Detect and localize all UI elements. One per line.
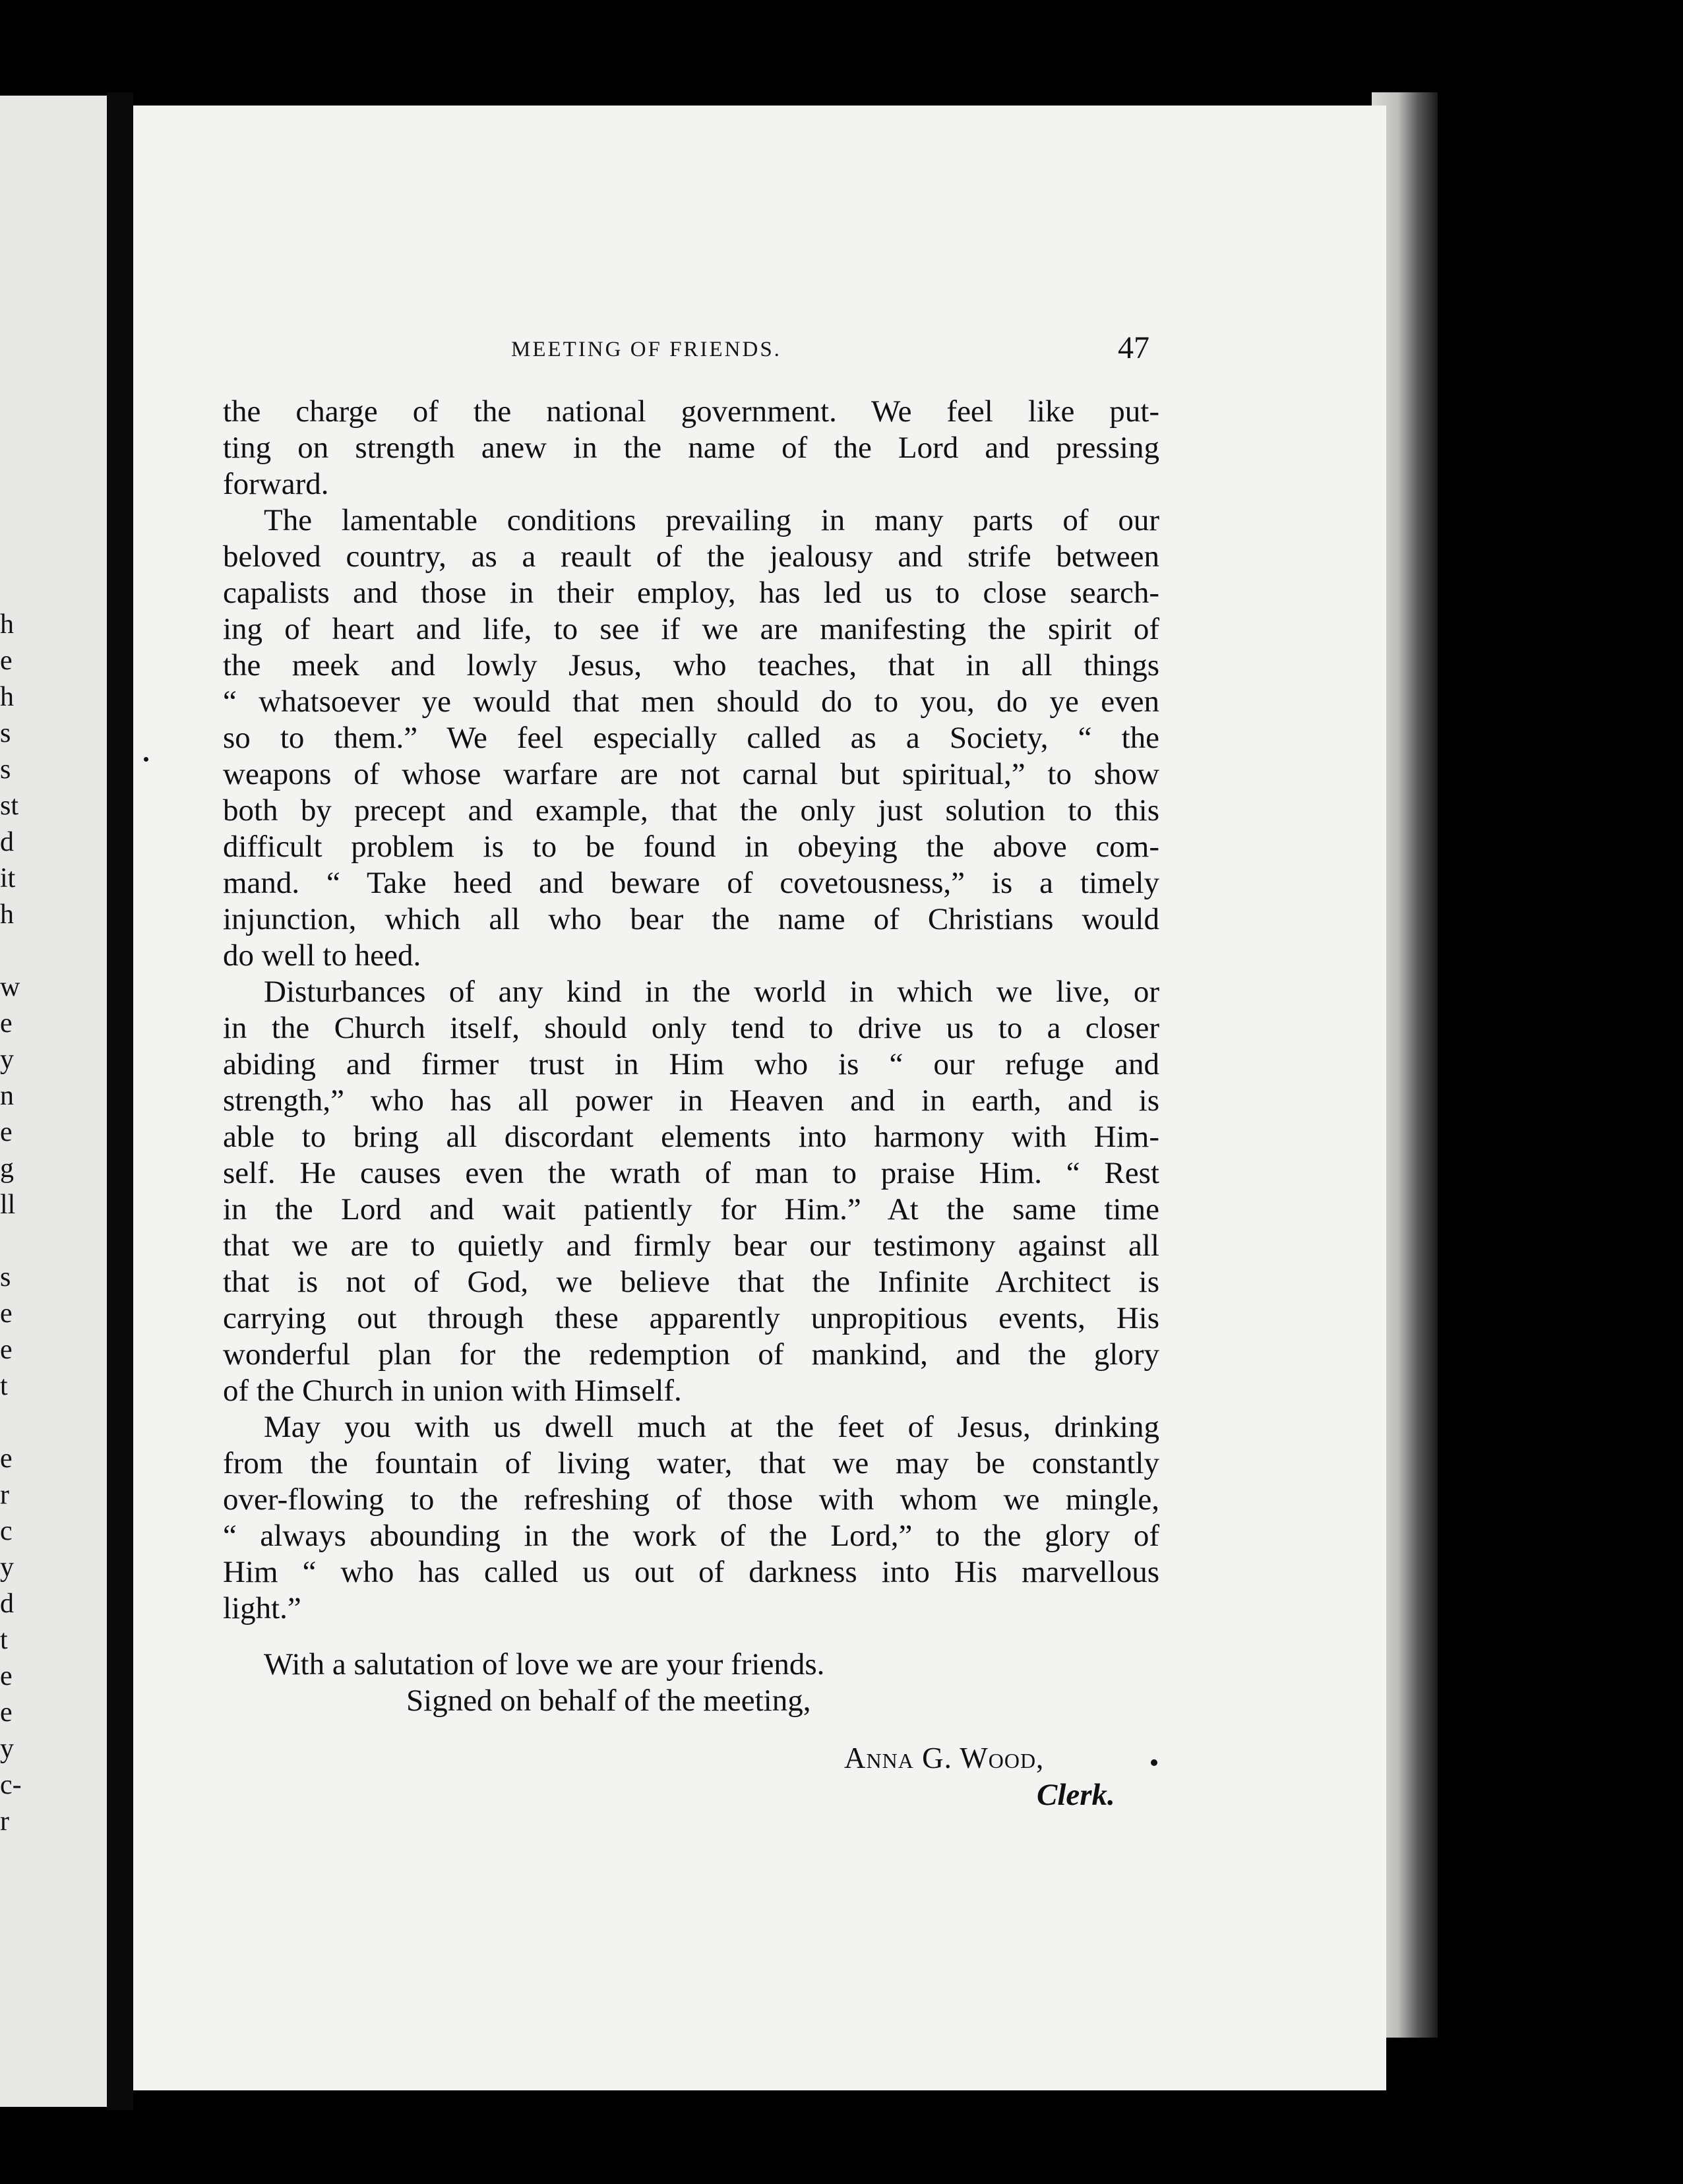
text-line: May you with us dwell much at the feet of Jesus, drinking	[264, 1410, 1159, 1444]
fragment-letter: h	[0, 899, 14, 930]
fragment-letter: s	[0, 1262, 11, 1292]
text-line: weapons of whose warfare are not carnal but spiritual,” to show	[223, 757, 1159, 791]
text-line: of the Church in union with Himself.	[223, 1374, 682, 1408]
fragment-letter: ll	[0, 1190, 16, 1220]
page-header	[511, 330, 1171, 369]
previous-page-edge	[0, 96, 107, 2107]
fragment-letter: n	[0, 1081, 14, 1111]
fragment-letter: d	[0, 827, 14, 857]
text-line: do well to heed.	[223, 938, 421, 973]
text-line: over-flowing to the refreshing of those with whom we mingle,	[223, 1482, 1159, 1517]
text-line: from the fountain of living water, that we may be constantly	[223, 1446, 1159, 1480]
fragment-letter: s	[0, 754, 11, 785]
text-line: both by precept and example, that the only just solution to this	[223, 793, 1159, 828]
fragment-letter	[0, 1223, 26, 1259]
signer-name: Anna G. Wood,	[844, 1742, 1045, 1774]
fragment-letter: r	[0, 1480, 9, 1510]
fragment-letter: e	[0, 1117, 13, 1147]
text-line: injunction, which all who bear the name of Christians would	[223, 902, 1159, 936]
book-gutter	[107, 92, 133, 2110]
text-line: the meek and lowly Jesus, who teaches, that in all things	[223, 648, 1159, 682]
text-line: The lamentable conditions prevailing in many parts of our	[264, 503, 1159, 537]
text-line: self. He causes even the wrath of man to praise Him. “ Rest	[223, 1156, 1159, 1190]
text-line: mand. “ Take heed and beware of covetousness,” is a timely	[223, 866, 1159, 900]
fragment-letter: it	[0, 863, 16, 894]
text-line: wonderful plan for the redemption of mankind, and the glory	[223, 1337, 1159, 1372]
fragment-letter: h	[0, 682, 14, 712]
text-line: Him “ who has called us out of darkness into His marvellous	[223, 1555, 1159, 1589]
text-line: ing of heart and life, to see if we are manifesting the spirit of	[223, 612, 1159, 646]
salutation: With a salutation of love we are your friends.	[264, 1647, 825, 1682]
fragment-letter: y	[0, 1734, 14, 1764]
fragment-letter: s	[0, 718, 11, 748]
text-line: able to bring all discordant elements into harmony with Him-	[223, 1120, 1159, 1154]
fragment-letter: g	[0, 1153, 14, 1184]
fragment-letter: y	[0, 1552, 14, 1583]
text-line: “ whatsoever ye would that men should do to you, do ye even	[223, 684, 1159, 719]
fragment-letter	[0, 1405, 26, 1441]
letter-body	[223, 394, 1159, 1627]
text-line: Disturbances of any kind in the world in which we live, or	[264, 975, 1159, 1009]
fragment-letter: t	[0, 1371, 8, 1401]
fragment-letter: r	[0, 1806, 9, 1836]
signer-role: Clerk.	[1037, 1778, 1115, 1812]
text-line: in the Church itself, should only tend to drive us to a closer	[223, 1011, 1159, 1045]
text-line: that we are to quietly and firmly bear our testimony against all	[223, 1228, 1159, 1263]
fragment-letter: c-	[0, 1770, 22, 1800]
fragment-letter: h	[0, 609, 14, 640]
signed-on-behalf: Signed on behalf of the meeting,	[406, 1684, 811, 1718]
running-title: MEETING OF FRIENDS.	[511, 338, 781, 361]
fragment-letter	[0, 933, 26, 969]
letter-closing	[223, 1647, 1159, 1719]
fragment-letter: w	[0, 972, 20, 1002]
text-line: “ always abounding in the work of the Lord,” to the glory of	[223, 1519, 1159, 1553]
fragment-letter: y	[0, 1045, 14, 1075]
text-line: that is not of God, we believe that the Infinite Architect is	[223, 1265, 1159, 1299]
fragment-letter: d	[0, 1589, 14, 1619]
text-line: the charge of the national government. We feel like put-	[223, 394, 1159, 429]
text-line: difficult problem is to be found in obeying the above com-	[223, 830, 1159, 864]
fragment-letter: e	[0, 1008, 13, 1039]
fragment-letter: e	[0, 646, 13, 676]
text-line: abiding and firmer trust in Him who is “ our refuge and	[223, 1047, 1159, 1081]
page-number: 47	[1118, 330, 1149, 365]
previous-page-text-fragments	[0, 607, 26, 1840]
fragment-letter: e	[0, 1443, 13, 1474]
ink-speck	[1151, 1759, 1157, 1766]
text-line: carrying out through these apparently unpropitious events, His	[223, 1301, 1159, 1335]
fragment-letter: c	[0, 1516, 13, 1546]
text-line: capalists and those in their employ, has led us to close search-	[223, 576, 1159, 610]
text-line: beloved country, as a reault of the jealousy and strife between	[223, 539, 1159, 574]
text-line: ting on strength anew in the name of the Lord and pressing	[223, 431, 1159, 465]
fragment-letter: st	[0, 791, 19, 821]
fragment-letter: e	[0, 1298, 13, 1329]
fragment-letter: e	[0, 1697, 13, 1728]
text-line: so to them.” We feel especially called as a Society, “ the	[223, 721, 1159, 755]
text-line: strength,” who has all power in Heaven and in earth, and is	[223, 1083, 1159, 1118]
fragment-letter: t	[0, 1625, 8, 1655]
text-line: forward.	[223, 467, 329, 501]
text-line: light.”	[223, 1591, 301, 1625]
ink-speck	[144, 757, 148, 762]
text-line: in the Lord and wait patiently for Him.” At the same time	[223, 1192, 1159, 1227]
fragment-letter: e	[0, 1661, 13, 1691]
fragment-letter: e	[0, 1335, 13, 1365]
